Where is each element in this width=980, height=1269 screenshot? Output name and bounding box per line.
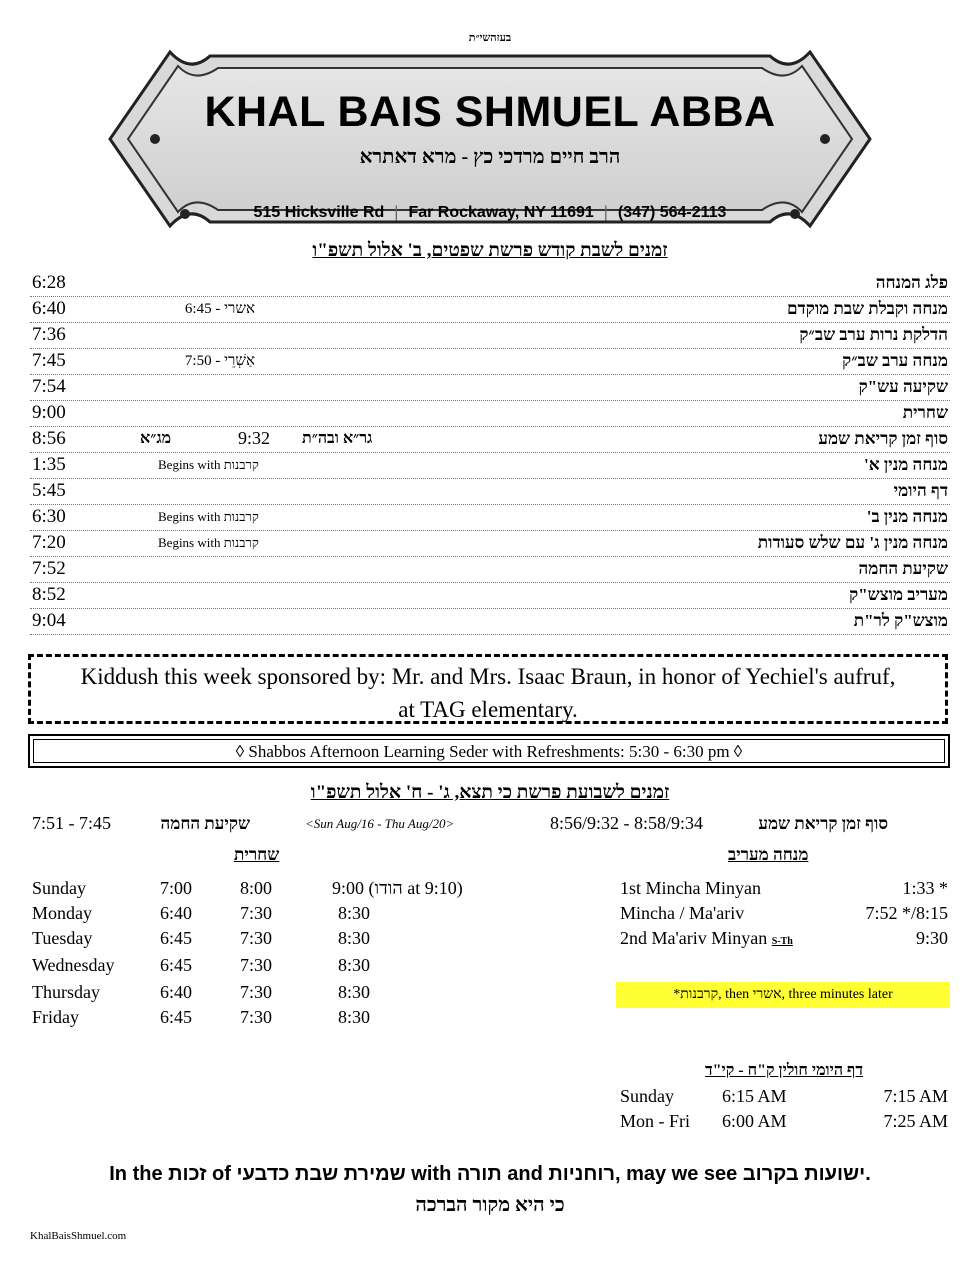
shacharis-time-3: 8:30 <box>338 903 371 923</box>
zman-time: 6:28 <box>32 272 66 293</box>
shacharis-time-3: 8:30 <box>338 1007 371 1027</box>
shacharis-time-2: 7:30 <box>240 955 273 975</box>
zman-note: אַשְׁרֵי - 7:50 <box>184 353 255 369</box>
shacharis-day: Thursday <box>32 982 100 1002</box>
footer-blessing: In the זכות of שמירת שבת כדבעי with תורה and רוחניות, may we see ישועות בקרוב. <box>109 1163 871 1185</box>
daf-day: Mon - Fri <box>620 1111 691 1131</box>
table-row <box>30 374 950 401</box>
shacharis-time-2: 7:30 <box>240 928 273 948</box>
mincha-maariv-title: מנחה מעריב <box>728 845 809 864</box>
footer-tagline: כי היא מקור הברכה <box>415 1194 565 1216</box>
shacharis-time-1: 7:00 <box>160 878 193 898</box>
table-row <box>30 608 950 635</box>
kiddush-sponsor-box <box>28 654 948 724</box>
shacharis-time-3: 8:30 <box>338 982 371 1002</box>
zman-time: 7:45 <box>32 350 66 371</box>
shabbos-title: זמנים לשבת קודש פרשת שפטים, ב' אלול תשפ"ו <box>312 240 668 261</box>
table-row <box>30 530 950 557</box>
zman-time: 6:30 <box>32 506 66 527</box>
phone: (347) 564-2113 <box>617 204 727 221</box>
mincha-day-tag: S-Th <box>771 936 793 947</box>
zman-time: 9:04 <box>32 610 66 631</box>
zman-label: מנחה מנין ג' עם שלש סעודות <box>757 533 948 552</box>
mincha-time: 1:33 * <box>902 878 948 898</box>
table-row <box>30 296 950 323</box>
zman-note: Begins with קרבנות <box>158 509 259 524</box>
shacharis-day: Tuesday <box>32 928 93 948</box>
kiddush-line-2: at TAG elementary. <box>398 697 578 722</box>
zman-label: דף היומי <box>893 481 948 500</box>
shacharis-time-2: 7:30 <box>240 982 273 1002</box>
congregation-name: KHAL BAIS SHMUEL ABBA <box>204 88 776 136</box>
bsd-header: בעזהשי״ת <box>468 32 512 44</box>
table-row <box>30 348 950 375</box>
contact-line: 515 Hicksville Rd | Far Rockaway, NY 11691 | (347) 564-2113 <box>253 204 727 221</box>
zman-time: 6:40 <box>32 298 66 319</box>
mincha-label: Mincha / Ma'ariv <box>620 903 745 923</box>
zman-label: מנחה מנין ב' <box>866 507 948 526</box>
daf-time-1: 6:15 AM <box>722 1086 787 1106</box>
table-row <box>30 478 950 505</box>
zman-time: 8:52 <box>32 584 66 605</box>
zman-time: 7:52 <box>32 558 66 579</box>
table-row <box>30 426 950 453</box>
shacharis-time-1: 6:45 <box>160 928 193 948</box>
zman-time: 7:54 <box>32 376 66 397</box>
week-shkia-time: 7:51 - 7:45 <box>32 813 111 833</box>
zman-label: מנחה מנין א' <box>864 455 948 474</box>
shacharis-time-3: 8:30 <box>338 955 371 975</box>
zman-label: שקיעה עש"ק <box>858 377 948 396</box>
rav-name: הרב חיים מרדכי כץ - מרא דאתרא <box>359 146 621 168</box>
shacharis-day: Monday <box>32 903 92 923</box>
shacharis-time-2: 8:00 <box>240 878 273 898</box>
zman-label: הדלקת נרות ערב שב״ק <box>799 325 948 344</box>
korbanos-note: *קרבנות, then אשרי, three minutes later <box>616 982 950 1008</box>
zman-label: שקיעת החמה <box>858 559 948 578</box>
zman-time: 7:20 <box>32 532 66 553</box>
daf-day: Sunday <box>620 1086 674 1106</box>
week-shkia-label: שקיעת החמה <box>160 814 250 833</box>
shacharis-day: Wednesday <box>32 955 115 975</box>
zman-note: אשרי - 6:45 <box>184 301 255 317</box>
zman-label: סוף זמן קריאת שמע <box>818 429 948 448</box>
zman-label: מנחה ערב שב״ק <box>842 351 948 370</box>
shacharis-time-1: 6:45 <box>160 955 193 975</box>
zman-time: 1:35 <box>32 454 66 475</box>
shacharis-time-2: 7:30 <box>240 903 273 923</box>
daf-time-2: 7:15 AM <box>883 1086 948 1106</box>
table-row <box>30 322 950 349</box>
shacharis-time-2: 7:30 <box>240 1007 273 1027</box>
shacharis-time-3: 9:00 (הודו at 9:10) <box>332 878 463 898</box>
week-shema-label: סוף זמן קריאת שמע <box>758 814 888 833</box>
shacharis-time-3: 8:30 <box>338 928 371 948</box>
city: Far Rockaway, NY 11691 <box>408 204 594 221</box>
zman-label: מוצש"ק לר"ת <box>853 611 948 630</box>
shacharis-time-1: 6:45 <box>160 1007 193 1027</box>
zman-label: פלג המנחה <box>875 273 948 292</box>
daf-time-2: 7:25 AM <box>883 1111 948 1131</box>
zman-time: 7:36 <box>32 324 66 345</box>
week-title: זמנים לשבועת פרשת כי תצא, ג' - ח' אלול תשפ"ו <box>310 782 670 803</box>
shacharis-time-1: 6:40 <box>160 903 193 923</box>
zman-note-time: 9:32 <box>238 428 271 448</box>
week-date-range: <Sun Aug/16 - Thu Aug/20> <box>305 816 455 831</box>
zman-label: מנחה וקבלת שבת מוקדם <box>786 299 948 318</box>
zman-time: 9:00 <box>32 402 66 423</box>
table-row <box>30 400 950 427</box>
zman-note-mga: מג״א <box>140 430 172 447</box>
table-row <box>30 504 950 531</box>
shacharis-day: Friday <box>32 1007 79 1027</box>
table-row <box>30 270 950 297</box>
mincha-label: 1st Mincha Minyan <box>620 878 761 898</box>
mincha-label: 2nd Ma'ariv Minyan S-Th <box>620 928 793 948</box>
kiddush-line-1: Kiddush this week sponsored by: Mr. and Mrs. Isaac Braun, in honor of Yechiel's aufruf, <box>80 664 896 689</box>
week-shema-time: 8:56/9:32 - 8:58/9:34 <box>550 813 703 833</box>
zman-note: Begins with קרבנות <box>158 457 259 472</box>
zman-label: מעריב מוצש"ק <box>849 585 948 604</box>
zman-time: 8:56 <box>32 428 66 449</box>
table-row <box>30 452 950 479</box>
zman-time: 5:45 <box>32 480 66 501</box>
daf-time-1: 6:00 AM <box>722 1111 787 1131</box>
table-row <box>30 556 950 583</box>
zman-label: שחרית <box>902 403 948 422</box>
mincha-time: 7:52 */8:15 <box>865 903 948 923</box>
website: KhalBaisShmuel.com <box>30 1230 127 1242</box>
shacharis-day: Sunday <box>32 878 86 898</box>
mincha-time: 9:30 <box>915 928 948 948</box>
address: 515 Hicksville Rd <box>253 204 385 221</box>
learning-seder-box <box>28 734 950 768</box>
daf-yomi-title: דף היומי חולין ק"ח - קי"ד <box>704 1062 864 1079</box>
zman-note: Begins with קרבנות <box>158 535 259 550</box>
table-row <box>30 582 950 609</box>
shacharis-title: שחרית <box>234 845 280 864</box>
zman-note-gra: גר״א ובה״ת <box>302 430 373 447</box>
shacharis-time-1: 6:40 <box>160 982 193 1002</box>
learning-seder-text: ◊ Shabbos Afternoon Learning Seder with Refreshments: 5:30 - 6:30 pm ◊ <box>33 739 945 763</box>
